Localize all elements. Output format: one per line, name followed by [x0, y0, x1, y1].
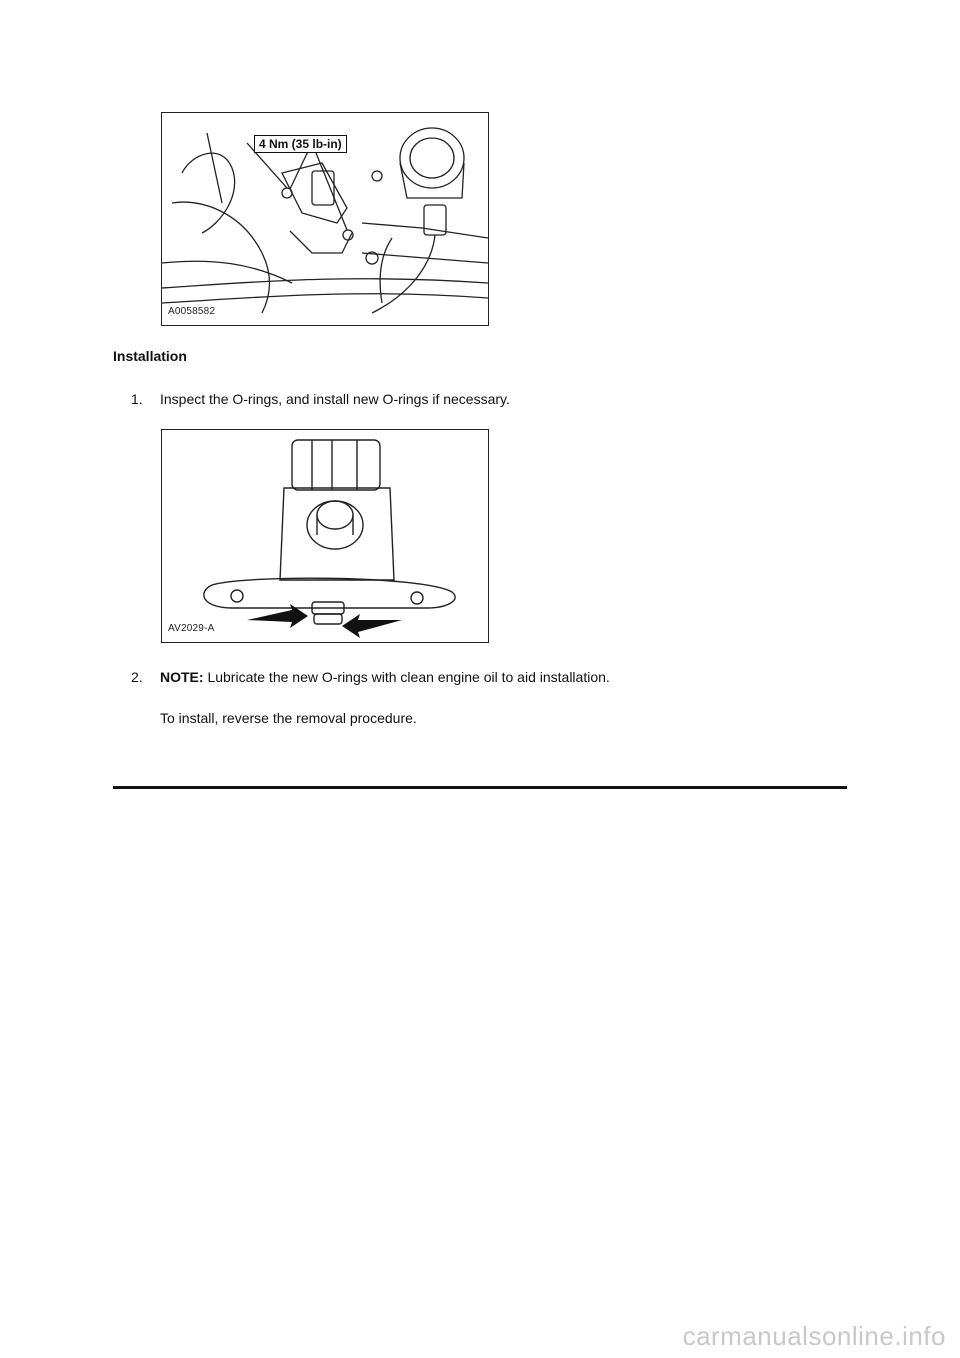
- section-divider: [113, 786, 847, 789]
- o-ring-illustration: [162, 430, 488, 642]
- step-text: To install, reverse the removal procedure.: [160, 710, 417, 726]
- watermark: carmanualsonline.info: [682, 1321, 946, 1351]
- step-number: 1.: [131, 391, 143, 407]
- note-text: Lubricate the new O-rings with clean engine oil to aid installation.: [203, 669, 610, 685]
- figure-code: A0058582: [168, 306, 216, 317]
- torque-callout: 4 Nm (35 lb-in): [254, 135, 347, 153]
- section-heading: Installation: [113, 348, 187, 364]
- figure-code: AV2029-A: [168, 623, 215, 634]
- step-number: 2.: [131, 669, 143, 685]
- note-label: NOTE:: [160, 669, 204, 685]
- step-note: [160, 669, 610, 685]
- step-text: Inspect the O-rings, and install new O-rings if necessary.: [160, 391, 510, 407]
- figure-o-rings: [161, 429, 489, 643]
- figure-sensor-location: [161, 112, 489, 326]
